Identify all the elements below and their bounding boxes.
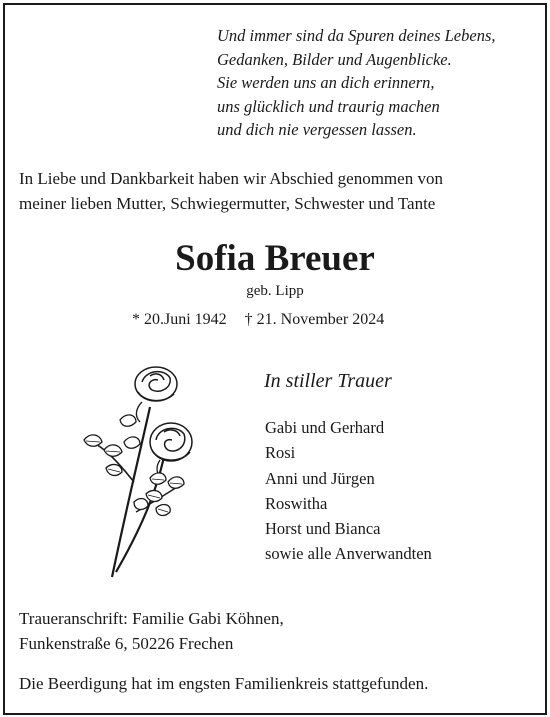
death-date: † 21. November 2024: [244, 311, 385, 328]
mourner-name: Horst und Bianca: [265, 519, 381, 539]
intro-line: In Liebe und Dankbarkeit haben wir Abschied genommen von: [19, 169, 443, 188]
mourner-name: Gabi und Gerhard: [265, 418, 385, 437]
address-line: Funkenstraße 6, 50226 Frechen: [19, 633, 234, 653]
mourner-name: Rosi: [265, 443, 296, 463]
poem-line: Und immer sind da Spuren deines Lebens,: [217, 26, 496, 45]
address-line: Traueranschrift: Familie Gabi Köhnen,: [19, 609, 284, 628]
maiden-name: geb. Lipp: [246, 283, 304, 299]
mourning-address: [19, 607, 284, 656]
poem-line: und dich nie vergessen lassen.: [217, 120, 417, 139]
intro-line: meiner lieben Mutter, Schwiegermutter, Schwester und Tante: [19, 193, 436, 213]
mourners-title: In stiller Trauer: [264, 370, 392, 392]
mourner-name: Anni und Jürgen: [265, 468, 375, 488]
poem-line: uns glücklich und traurig machen: [217, 96, 440, 116]
birth-date: * 20.Juni 1942: [132, 311, 227, 328]
mourners-list: [265, 415, 432, 567]
deceased-name: Sofia Breuer: [175, 238, 375, 279]
poem: [217, 24, 537, 142]
intro-text: [19, 167, 534, 216]
life-dates: [132, 309, 384, 331]
poem-line: Gedanken, Bilder und Augenblicke.: [217, 49, 452, 69]
poem-line: Sie werden uns an dich erinnern,: [217, 73, 435, 92]
mourner-name: sowie alle Anverwandten: [265, 544, 432, 564]
mourner-name: Roswitha: [265, 493, 328, 513]
funeral-note: Die Beerdigung hat im engsten Familienkreis stattgefunden.: [19, 674, 429, 693]
rose-icon: [64, 362, 214, 582]
